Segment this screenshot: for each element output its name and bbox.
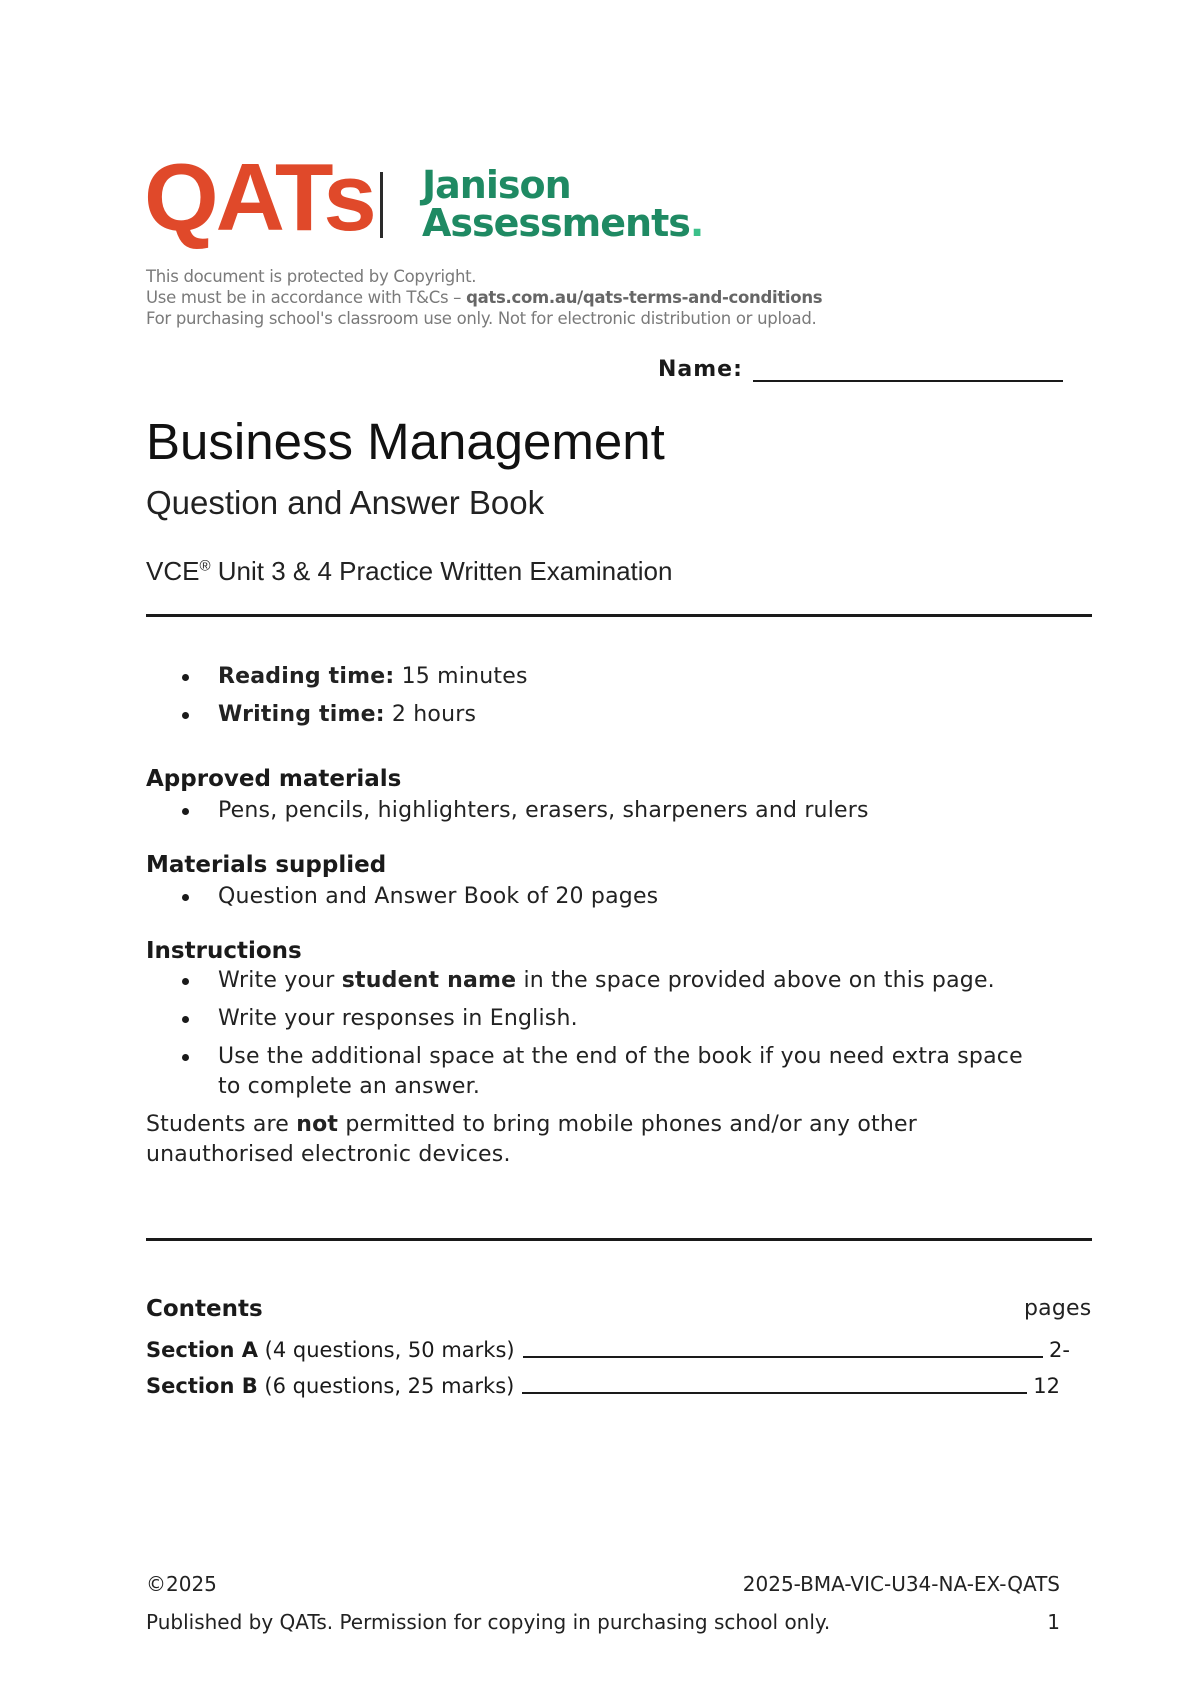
document-subtitle: Question and Answer Book [146, 484, 545, 521]
student-name-field[interactable] [658, 356, 1063, 382]
document-title: Business Management [146, 413, 665, 470]
approved-materials-list [146, 796, 1086, 834]
janison-logo-line1: Janison [422, 163, 571, 207]
instructions-list [146, 966, 1046, 1110]
notice-line-2: Use must be in accordance with T&Cs – qats.com.au/qats-terms-and-conditions [146, 288, 823, 307]
janison-logo-line2: Assessments. [422, 201, 704, 245]
qats-logo: QATs [144, 144, 374, 251]
pages-label: pages [1024, 1296, 1092, 1321]
list-item: Write your student name in the space provided above on this page. [146, 966, 1046, 996]
logo-divider [380, 172, 383, 238]
toc-page: 2- [1049, 1338, 1070, 1362]
name-label: Name: [658, 357, 743, 382]
contents-heading: Contents [146, 1296, 263, 1322]
list-item: Question and Answer Book of 20 pages [146, 882, 1086, 912]
instructions-heading: Instructions [146, 938, 302, 964]
approved-materials-heading: Approved materials [146, 766, 402, 792]
list-item: Write your responses in English. [146, 1004, 1046, 1034]
toc-page: 12 [1033, 1374, 1060, 1398]
footer-document-code: 2025-BMA-VIC-U34-NA-EX-QATS [742, 1572, 1060, 1596]
list-item: Pens, pencils, highlighters, erasers, sharpeners and rulers [146, 796, 1086, 826]
notice-line-3: For purchasing school's classroom use only. Not for electronic distribution or upload. [146, 309, 817, 328]
toc-row-section-b: Section B (6 questions, 25 marks) 12 [146, 1374, 1060, 1398]
list-item: Writing time: 2 hours [146, 700, 1086, 730]
toc-leader [522, 1392, 1027, 1394]
footer-publisher: Published by QATs. Permission for copying in purchasing school only. [146, 1610, 831, 1634]
list-item: Reading time: 15 minutes [146, 662, 1086, 692]
copyright-notice [146, 266, 822, 329]
terms-link[interactable]: qats.com.au/qats-terms-and-conditions [466, 288, 823, 307]
janison-logo [422, 163, 704, 245]
materials-supplied-list [146, 882, 1086, 920]
top-divider [146, 614, 1092, 617]
footer-page-number: 1 [1047, 1610, 1060, 1634]
materials-supplied-heading: Materials supplied [146, 852, 387, 878]
footer-copyright: ©2025 [146, 1572, 217, 1596]
toc-leader [523, 1356, 1043, 1358]
toc-row-section-a: Section A (4 questions, 50 marks) 2- [146, 1338, 1070, 1362]
name-input-line[interactable] [753, 356, 1063, 382]
list-item: Use the additional space at the end of the book if you need extra space to complete an answer. [146, 1042, 1046, 1102]
devices-warning: Students are not permitted to bring mobile phones and/or any other unauthorised electronic devices. [146, 1112, 917, 1167]
notice-line-1: This document is protected by Copyright. [146, 267, 477, 286]
bottom-divider [146, 1238, 1092, 1241]
exam-times [146, 662, 1086, 738]
exam-description: VCE® Unit 3 & 4 Practice Written Examination [146, 556, 673, 586]
